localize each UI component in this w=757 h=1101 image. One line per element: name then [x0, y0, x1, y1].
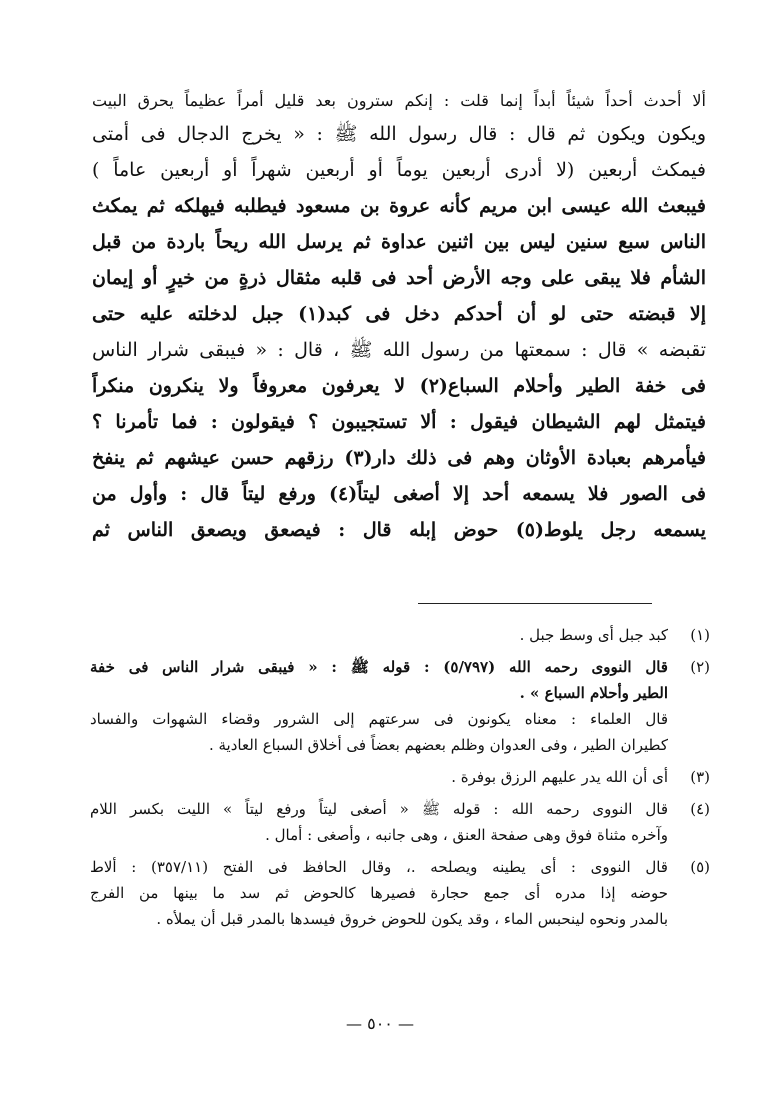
text-line: ويكون ويكون ثم قال : قال رسول الله ﷺ : « يخرج الدجال فى أمتى	[92, 123, 706, 145]
text-line: فيتمثل لهم الشيطان فيقول : ألا تستجيبون ؟ فيقولون : فما تأمرنا ؟	[92, 411, 706, 433]
footnote-line: قال النووى رحمه الله (٥/٧٩٧) : قوله ﷺ : « فيبقى شرار الناس فى خفة	[90, 658, 668, 676]
footnote-line: أى أن الله يدر عليهم الرزق بوفرة .	[451, 768, 668, 786]
footnote-number: (٢)	[690, 658, 710, 676]
footnote	[90, 622, 710, 648]
footnote-line: وآخره مثناة فوق وهى صفحة العنق ، وهى جانبه ، وأصغى : أمال .	[265, 826, 668, 844]
text-line: فيأمرهم بعبادة الأوثان وهم فى ذلك دار(٣) رزقهم حسن عيشهم ثم ينفخ	[92, 447, 706, 469]
footnote	[90, 764, 710, 790]
text-line: يسمعه رجل يلوط(٥) حوض إبله قال : فيصعق ويصعق الناس ثم	[92, 519, 706, 541]
text-line: إلا قبضته حتى لو أن أحدكم دخل فى كبد(١) جبل لدخلته عليه حتى	[92, 303, 706, 325]
footnote-line: كبد جبل أى وسط جبل .	[519, 626, 668, 644]
main-text	[92, 86, 706, 548]
footnote-line: قال النووى : أى يطينه ويصلحه .، وقال الحافظ فى الفتح (٣٥٧/١١) : ألاط	[90, 858, 668, 876]
footnote-line: بالمدر ونحوه لينحبس الماء ، وقد يكون للحوض خروق فيسدها بالمدر قبل أن يملأه .	[156, 910, 668, 928]
footnote-number: (١)	[690, 626, 710, 644]
footnote	[90, 854, 710, 932]
text-line: فيمكث أربعين (لا أدرى أربعين يوماً أو أربعين شهراً أو أربعين عاماً )	[92, 159, 706, 181]
text-line: الشأم فلا يبقى على وجه الأرض أحد فى قلبه مثقال ذرةٍ من خيرٍ أو إيمان	[92, 267, 706, 289]
footnote	[90, 796, 710, 848]
text-line: فيبعث الله عيسى ابن مريم كأنه عروة بن مسعود فيطلبه فيهلكه ثم يمكث	[92, 195, 706, 217]
footnote-number: (٤)	[690, 800, 710, 818]
text-line: تقبضه » قال : سمعتها من رسول الله ﷺ ، قال : « فيبقى شرار الناس	[92, 339, 706, 361]
footnote-divider	[418, 603, 652, 604]
text-line: ألا أحدث أحداً شيئاً أبداً إنما قلت : إنكم سترون بعد قليل أمراً عظيماً يحرق البيت	[92, 91, 706, 110]
footnote-line: قال النووى رحمه الله : قوله ﷺ « أصغى ليتاً ورفع ليتاً » الليت بكسر اللام	[90, 800, 668, 818]
footnote-line: قال العلماء : معناه يكونون فى سرعتهم إلى الشرور وقضاء الشهوات والفساد	[90, 710, 668, 728]
text-line: الناس سبع سنين ليس بين اثنين عداوة ثم يرسل الله ريحاً باردة من قبل	[92, 231, 706, 253]
text-line: فى الصور فلا يسمعه أحد إلا أصغى ليتاً(٤) ورفع ليتاً قال : وأول من	[92, 483, 706, 505]
footnote-line: حوضه إذا مدره أى جمع حجارة فصيرها كالحوض ثم سد ما بينها من الفرج	[90, 884, 668, 902]
footnote	[90, 654, 710, 758]
footnote-line: الطير وأحلام السباع » .	[519, 684, 668, 702]
footnote-number: (٣)	[690, 768, 710, 786]
footnote-line: كطيران الطير ، وفى العدوان وظلم بعضهم بعضاً فى أخلاق السباع العادية .	[208, 736, 668, 754]
footnote-number: (٥)	[690, 858, 710, 876]
text-line: فى خفة الطير وأحلام السباع(٢) لا يعرفون معروفاً ولا ينكرون منكراً	[92, 375, 706, 397]
page-number: — ٥٠٠ —	[346, 1014, 414, 1033]
footnotes	[90, 622, 710, 932]
